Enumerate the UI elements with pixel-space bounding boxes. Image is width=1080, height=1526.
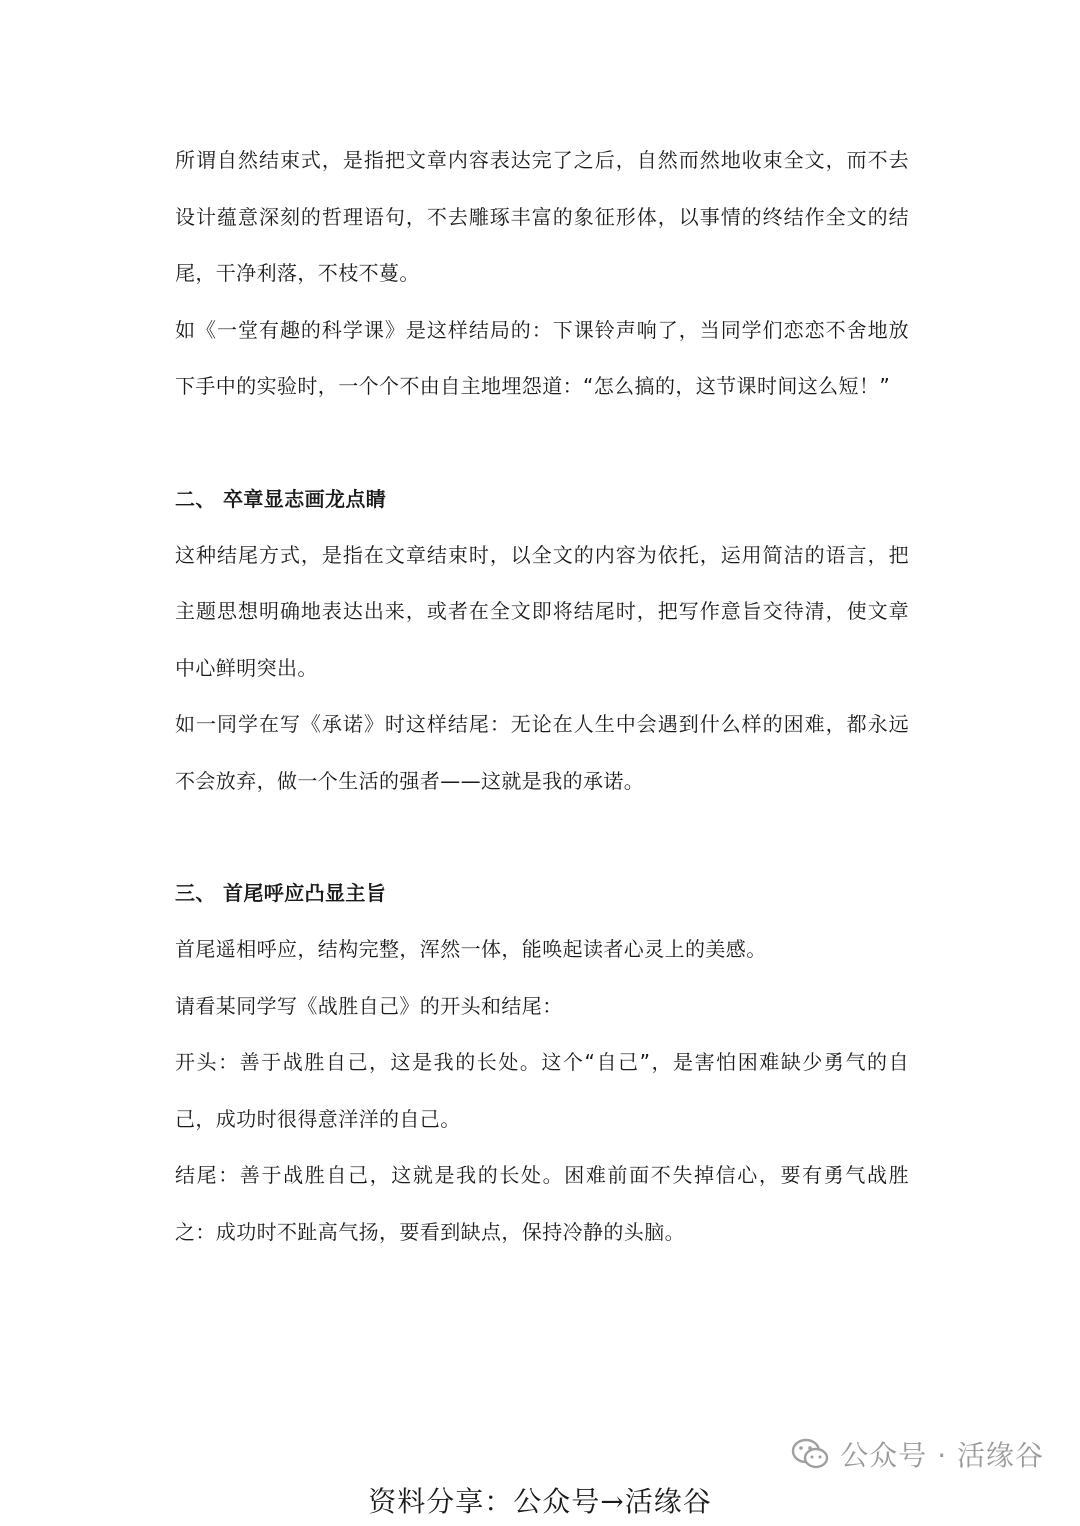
- paragraph: 这种结尾方式，是指在文章结束时，以全文的内容为依托，运用简洁的语言，把主题思想明确地表达出来，或者在全文即将结尾时，把写作意旨交待清，使文章中心鲜明突出。: [175, 542, 909, 680]
- section-number: 二、: [175, 486, 216, 511]
- section-title: 卒章显志画龙点睛: [223, 486, 387, 511]
- paragraph: 结尾：善于战胜自己，这就是我的长处。困难前面不失掉信心，要有勇气战胜之：成功时不趾高气扬，要看到缺点，保持冷静的头脑。: [175, 1163, 909, 1244]
- paragraph: 如一同学在写《承诺》时这样结尾：无论在人生中会遇到什么样的困难，都永远不会放弃，做一个生活的强者——这就是我的承诺。: [175, 712, 909, 793]
- section-spacer: [175, 415, 909, 471]
- section-title: 首尾呼应凸显主旨: [223, 881, 387, 905]
- paragraph: 请看某同学写《战胜自己》的开头和结尾：: [175, 993, 563, 1018]
- watermark: [790, 1430, 1044, 1478]
- section-heading: [175, 865, 909, 921]
- paragraph: 如《一堂有趣的科学课》是这样结局的：下课铃声响了，当同学们恋恋不舍地放下手中的实验时，一个个不由自主地埋怨道：“怎么搞的，这节课时间这么短！”: [175, 317, 909, 398]
- paragraph: 首尾遥相呼应，结构完整，浑然一体，能唤起读者心灵上的美感。: [175, 937, 767, 961]
- wechat-icon: [790, 1434, 830, 1474]
- paragraph: 所谓自然结束式，是指把文章内容表达完了之后，自然而然地收束全文，而不去设计蕴意深刻的哲理语句，不去雕琢丰富的象征形体，以事情的终结作全文的结尾，干净利落，不枝不蔓。: [175, 148, 909, 285]
- section-heading: [175, 471, 909, 527]
- section-number: 三、: [175, 881, 216, 905]
- section-spacer: [175, 809, 909, 865]
- article-body: [175, 132, 909, 1260]
- footer-caption: 资料分享：公众号→活缘谷: [368, 1485, 712, 1518]
- watermark-text: 公众号 · 活缘谷: [840, 1439, 1044, 1472]
- paragraph: 开头：善于战胜自己，这是我的长处。这个“自己”，是害怕困难缺少勇气的自己，成功时很得意洋洋的自己。: [175, 1050, 909, 1131]
